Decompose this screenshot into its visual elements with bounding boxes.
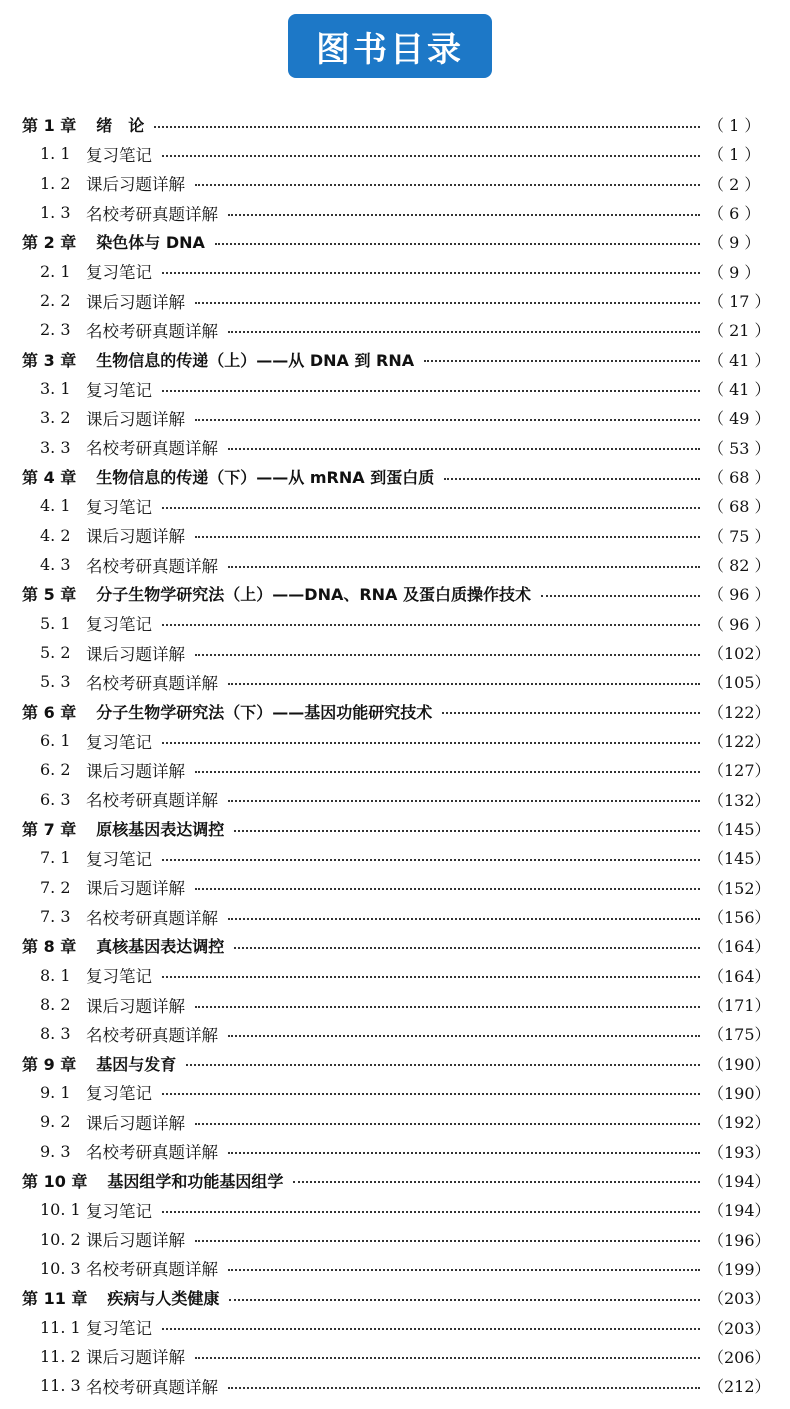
- chapter-heading: [0, 1052, 176, 1075]
- page-number: （164）: [708, 937, 771, 957]
- dot-leader: [162, 742, 700, 744]
- chapter-heading: [0, 817, 224, 840]
- chapter-heading: [0, 1286, 219, 1309]
- section-heading: [0, 289, 185, 313]
- dot-leader: [228, 1152, 700, 1154]
- section-number: 5. 2: [40, 643, 71, 663]
- section-heading: [0, 318, 218, 342]
- page-number: （132）: [708, 790, 771, 810]
- section-number: 9. 1: [40, 1082, 71, 1102]
- toc-section-row[interactable]: [0, 843, 790, 872]
- section-number: 11. 1: [40, 1317, 81, 1337]
- page-number: （156）: [708, 908, 771, 928]
- toc-section-row[interactable]: [0, 315, 790, 344]
- section-title: 复习笔记: [86, 263, 152, 283]
- page-number: （193）: [708, 1142, 771, 1162]
- toc-section-row[interactable]: [0, 1078, 790, 1107]
- toc-chapter-row[interactable]: [0, 462, 790, 491]
- section-title: 课后习题详解: [86, 879, 185, 899]
- toc-section-row[interactable]: [0, 667, 790, 696]
- page-number: （ 6 ）: [708, 204, 761, 224]
- chapter-number: 第 10 章: [22, 1171, 88, 1191]
- toc-section-row[interactable]: [0, 139, 790, 168]
- toc-chapter-row[interactable]: [0, 110, 790, 139]
- chapter-heading: [0, 582, 531, 605]
- dot-leader: [162, 624, 700, 626]
- section-title: 名校考研真题详解: [86, 1260, 218, 1280]
- section-number: 5. 3: [40, 672, 71, 692]
- section-number: 4. 1: [40, 496, 71, 516]
- toc-section-row[interactable]: [0, 1195, 790, 1224]
- section-heading: [0, 1022, 218, 1046]
- page-number: （ 2 ）: [708, 174, 761, 194]
- section-number: 6. 2: [40, 760, 71, 780]
- dot-leader: [228, 566, 700, 568]
- dot-leader: [195, 184, 700, 186]
- section-title: 课后习题详解: [86, 996, 185, 1016]
- toc-section-row[interactable]: [0, 1019, 790, 1048]
- dot-leader: [424, 360, 700, 362]
- dot-leader: [162, 859, 700, 861]
- page-number: （127）: [708, 761, 771, 781]
- page-number: （164）: [708, 966, 771, 986]
- section-heading: [0, 963, 152, 987]
- page-number: （ 17 ）: [708, 292, 771, 312]
- chapter-number: 第 8 章: [22, 937, 77, 957]
- section-heading: [0, 259, 152, 283]
- page-number: （206）: [708, 1347, 771, 1367]
- section-title: 名校考研真题详解: [86, 908, 218, 928]
- section-number: 6. 1: [40, 731, 71, 751]
- section-heading: [0, 846, 152, 870]
- dot-leader: [195, 1006, 700, 1008]
- dot-leader: [234, 947, 700, 949]
- section-title: 复习笔记: [86, 615, 152, 635]
- page-number: （203）: [708, 1318, 771, 1338]
- section-heading: [0, 729, 152, 753]
- section-heading: [0, 1315, 152, 1339]
- section-heading: [0, 171, 185, 195]
- dot-leader: [228, 683, 700, 685]
- section-title: 课后习题详解: [86, 292, 185, 312]
- dot-leader: [228, 1387, 700, 1389]
- section-heading: [0, 1344, 185, 1368]
- dot-leader: [162, 1328, 700, 1330]
- section-number: 1. 1: [40, 144, 71, 164]
- chapter-title: 分子生物学研究法（下）——基因功能研究技术: [96, 702, 433, 722]
- section-heading: [0, 406, 185, 430]
- chapter-title: 分子生物学研究法（上）——DNA、RNA 及蛋白质操作技术: [96, 585, 532, 605]
- page-number: （145）: [708, 849, 771, 869]
- dot-leader: [228, 1035, 700, 1037]
- section-number: 8. 3: [40, 1024, 71, 1044]
- toc-section-row[interactable]: [0, 609, 790, 638]
- toc-chapter-row[interactable]: [0, 579, 790, 608]
- page-number: （ 41 ）: [708, 350, 771, 370]
- page-header: [0, 0, 790, 100]
- section-heading: [0, 435, 218, 459]
- section-title: 课后习题详解: [86, 1348, 185, 1368]
- section-number: 9. 3: [40, 1141, 71, 1161]
- toc-chapter-row[interactable]: [0, 1166, 790, 1195]
- page-number: （212）: [708, 1377, 771, 1397]
- section-title: 复习笔记: [86, 1201, 152, 1221]
- toc-section-row[interactable]: [0, 169, 790, 198]
- chapter-title: 基因组学和功能基因组学: [107, 1171, 284, 1191]
- dot-leader: [195, 1357, 700, 1359]
- page-number: （ 41 ）: [708, 380, 771, 400]
- toc-section-row[interactable]: [0, 1371, 790, 1400]
- dot-leader: [234, 830, 700, 832]
- section-number: 6. 3: [40, 789, 71, 809]
- title-banner: [288, 14, 492, 78]
- section-heading: [0, 377, 152, 401]
- dot-leader: [162, 507, 700, 509]
- chapter-title: 原核基因表达调控: [96, 820, 225, 840]
- dot-leader: [162, 272, 700, 274]
- section-heading: [0, 142, 152, 166]
- section-title: 名校考研真题详解: [86, 204, 218, 224]
- toc-section-row[interactable]: [0, 1254, 790, 1283]
- section-number: 8. 2: [40, 995, 71, 1014]
- section-title: 名校考研真题详解: [86, 1025, 218, 1045]
- section-title: 复习笔记: [86, 1319, 152, 1339]
- dot-leader: [195, 419, 700, 421]
- section-title: 名校考研真题详解: [86, 673, 218, 693]
- toc-section-row[interactable]: [0, 961, 790, 990]
- toc-section-row[interactable]: [0, 1312, 790, 1341]
- toc-chapter-row[interactable]: [0, 1049, 790, 1078]
- dot-leader: [162, 976, 700, 978]
- section-number: 4. 3: [40, 555, 71, 575]
- dot-leader: [228, 1269, 700, 1271]
- chapter-heading: [0, 113, 144, 136]
- dot-leader: [444, 478, 700, 480]
- section-number: 3. 2: [40, 408, 71, 428]
- toc-section-row[interactable]: [0, 638, 790, 667]
- toc-section-row[interactable]: [0, 726, 790, 755]
- section-title: 复习笔记: [86, 497, 152, 517]
- chapter-number: 第 1 章: [22, 116, 77, 136]
- section-heading: [0, 523, 185, 547]
- chapter-heading: [0, 465, 434, 488]
- page-number: （190）: [708, 1054, 771, 1074]
- section-number: 3. 1: [40, 379, 71, 399]
- dot-leader: [195, 302, 700, 304]
- page-number: （190）: [708, 1083, 771, 1103]
- page-number: （ 96 ）: [708, 585, 771, 605]
- dot-leader: [228, 331, 700, 333]
- dot-leader: [195, 888, 700, 890]
- section-number: 11. 3: [40, 1376, 81, 1396]
- dot-leader: [154, 126, 700, 128]
- section-number: 10. 2: [40, 1229, 81, 1249]
- page-number: （ 68 ）: [708, 468, 771, 488]
- section-number: 1. 3: [40, 203, 71, 223]
- section-heading: [0, 1198, 152, 1222]
- section-number: 9. 2: [40, 1112, 71, 1132]
- section-number: 5. 1: [40, 613, 71, 633]
- section-heading: [0, 1374, 218, 1398]
- dot-leader: [162, 1211, 700, 1213]
- dot-leader: [195, 771, 700, 773]
- section-heading: [0, 494, 152, 518]
- toc-chapter-row[interactable]: [0, 227, 790, 256]
- section-title: 复习笔记: [86, 380, 152, 400]
- page-number: （105）: [708, 673, 771, 693]
- section-heading: [0, 553, 218, 577]
- dot-leader: [162, 155, 700, 157]
- chapter-heading: [0, 1169, 283, 1192]
- toc-chapter-row[interactable]: [0, 931, 790, 960]
- section-heading: [0, 993, 185, 1017]
- page-number: （ 9 ）: [708, 233, 761, 253]
- chapter-number: 第 2 章: [22, 233, 77, 253]
- page-number: （192）: [708, 1113, 771, 1133]
- dot-leader: [195, 536, 700, 538]
- table-of-contents: [0, 110, 790, 1400]
- chapter-title: 真核基因表达调控: [96, 937, 225, 957]
- section-number: 10. 3: [40, 1258, 81, 1278]
- chapter-heading: [0, 230, 205, 253]
- page-number: （122）: [708, 702, 771, 722]
- dot-leader: [228, 800, 700, 802]
- toc-section-row[interactable]: [0, 491, 790, 520]
- section-title: 名校考研真题详解: [86, 791, 218, 811]
- toc-chapter-row[interactable]: [0, 814, 790, 843]
- toc-section-row[interactable]: [0, 521, 790, 550]
- page-number: （175）: [708, 1025, 771, 1045]
- section-title: 名校考研真题详解: [86, 1377, 218, 1397]
- section-title: 名校考研真题详解: [86, 1143, 218, 1163]
- section-number: 11. 2: [40, 1346, 81, 1366]
- page-number: （102）: [708, 644, 771, 664]
- toc-section-row[interactable]: [0, 990, 790, 1019]
- chapter-heading: [0, 934, 224, 957]
- dot-leader: [541, 595, 700, 597]
- page-number: （ 82 ）: [708, 556, 771, 576]
- section-title: 复习笔记: [86, 849, 152, 869]
- toc-chapter-row[interactable]: [0, 1283, 790, 1312]
- section-title: 名校考研真题详解: [86, 556, 218, 576]
- chapter-title: 绪 论: [96, 116, 145, 136]
- chapter-title: 生物信息的传递（上）——从 DNA 到 RNA: [96, 350, 415, 370]
- page-number: （122）: [708, 732, 771, 752]
- dot-leader: [195, 654, 700, 656]
- page-number: （ 1 ）: [708, 116, 761, 136]
- section-title: 复习笔记: [86, 145, 152, 165]
- toc-section-row[interactable]: [0, 403, 790, 432]
- dot-leader: [229, 1299, 700, 1301]
- section-title: 课后习题详解: [86, 761, 185, 781]
- chapter-title: 染色体与 DNA: [96, 233, 205, 253]
- toc-section-row[interactable]: [0, 286, 790, 315]
- page-number: （ 96 ）: [708, 614, 771, 634]
- page-number: （194）: [708, 1171, 771, 1191]
- dot-leader: [162, 1093, 700, 1095]
- page-number: （ 53 ）: [708, 438, 771, 458]
- section-number: 3. 3: [40, 437, 71, 457]
- section-heading: [0, 787, 218, 811]
- chapter-number: 第 5 章: [22, 585, 77, 605]
- dot-leader: [228, 214, 700, 216]
- toc-section-row[interactable]: [0, 550, 790, 579]
- toc-section-row[interactable]: [0, 755, 790, 784]
- page-number: （199）: [708, 1259, 771, 1279]
- section-title: 课后习题详解: [86, 527, 185, 547]
- chapter-number: 第 3 章: [22, 350, 77, 370]
- toc-section-row[interactable]: [0, 1342, 790, 1371]
- section-heading: [0, 641, 185, 665]
- section-heading: [0, 905, 218, 929]
- section-heading: [0, 1256, 218, 1280]
- chapter-number: 第 6 章: [22, 702, 77, 722]
- dot-leader: [186, 1064, 700, 1066]
- toc-section-row[interactable]: [0, 902, 790, 931]
- section-number: 8. 1: [40, 965, 71, 985]
- page-number: （ 9 ）: [708, 262, 761, 282]
- section-number: 2. 1: [40, 261, 71, 281]
- section-title: 课后习题详解: [86, 409, 185, 429]
- section-title: 课后习题详解: [86, 644, 185, 664]
- dot-leader: [215, 243, 700, 245]
- page-number: （ 75 ）: [708, 526, 771, 546]
- section-title: 课后习题详解: [86, 175, 185, 195]
- section-number: 4. 2: [40, 525, 71, 545]
- page-number: （ 68 ）: [708, 497, 771, 517]
- section-title: 复习笔记: [86, 967, 152, 987]
- toc-section-row[interactable]: [0, 873, 790, 902]
- page-number: （ 21 ）: [708, 321, 771, 341]
- dot-leader: [195, 1240, 700, 1242]
- toc-section-row[interactable]: [0, 374, 790, 403]
- toc-section-row[interactable]: [0, 257, 790, 286]
- section-number: 2. 2: [40, 291, 71, 311]
- section-heading: [0, 670, 218, 694]
- page-number: （203）: [708, 1289, 771, 1309]
- dot-leader: [293, 1181, 700, 1183]
- section-title: 名校考研真题详解: [86, 321, 218, 341]
- chapter-title: 基因与发育: [96, 1054, 177, 1074]
- toc-section-row[interactable]: [0, 1136, 790, 1165]
- section-title: 复习笔记: [86, 1084, 152, 1104]
- section-heading: [0, 1227, 185, 1251]
- toc-section-row[interactable]: [0, 198, 790, 227]
- page-number: （196）: [708, 1230, 771, 1250]
- toc-section-row[interactable]: [0, 1224, 790, 1253]
- page-number: （ 49 ）: [708, 409, 771, 429]
- section-number: 7. 3: [40, 907, 71, 927]
- page-number: （145）: [708, 820, 771, 840]
- section-heading: [0, 1080, 152, 1104]
- chapter-title: 生物信息的传递（下）——从 mRNA 到蛋白质: [96, 468, 435, 488]
- chapter-title: 疾病与人类健康: [107, 1289, 220, 1309]
- section-heading: [0, 201, 218, 225]
- section-number: 2. 3: [40, 320, 71, 340]
- dot-leader: [228, 918, 700, 920]
- section-heading: [0, 875, 185, 899]
- dot-leader: [195, 1123, 700, 1125]
- chapter-number: 第 7 章: [22, 820, 77, 840]
- chapter-heading: [0, 700, 432, 723]
- dot-leader: [228, 448, 700, 450]
- section-number: 1. 2: [40, 173, 71, 193]
- chapter-number: 第 4 章: [22, 468, 77, 488]
- section-title: 课后习题详解: [86, 1231, 185, 1251]
- toc-section-row[interactable]: [0, 785, 790, 814]
- chapter-number: 第 9 章: [22, 1054, 77, 1074]
- chapter-number: 第 11 章: [22, 1289, 88, 1309]
- section-number: 7. 1: [40, 848, 71, 868]
- page-title: 图书目录: [316, 29, 464, 70]
- section-title: 复习笔记: [86, 732, 152, 752]
- dot-leader: [162, 390, 700, 392]
- section-heading: [0, 758, 185, 782]
- section-title: 课后习题详解: [86, 1113, 185, 1133]
- toc-chapter-row[interactable]: [0, 345, 790, 374]
- section-number: 7. 2: [40, 877, 71, 897]
- section-number: 10. 1: [40, 1200, 81, 1220]
- page-number: （152）: [708, 878, 771, 898]
- chapter-heading: [0, 348, 414, 371]
- dot-leader: [442, 712, 700, 714]
- page-number: （171）: [708, 996, 771, 1015]
- page-number: （194）: [708, 1201, 771, 1221]
- section-heading: [0, 611, 152, 635]
- section-heading: [0, 1110, 185, 1134]
- toc-chapter-row[interactable]: [0, 697, 790, 726]
- toc-section-row[interactable]: [0, 1107, 790, 1136]
- section-title: 名校考研真题详解: [86, 439, 218, 459]
- toc-section-row[interactable]: [0, 433, 790, 462]
- page-number: （ 1 ）: [708, 145, 761, 165]
- section-heading: [0, 1139, 218, 1163]
